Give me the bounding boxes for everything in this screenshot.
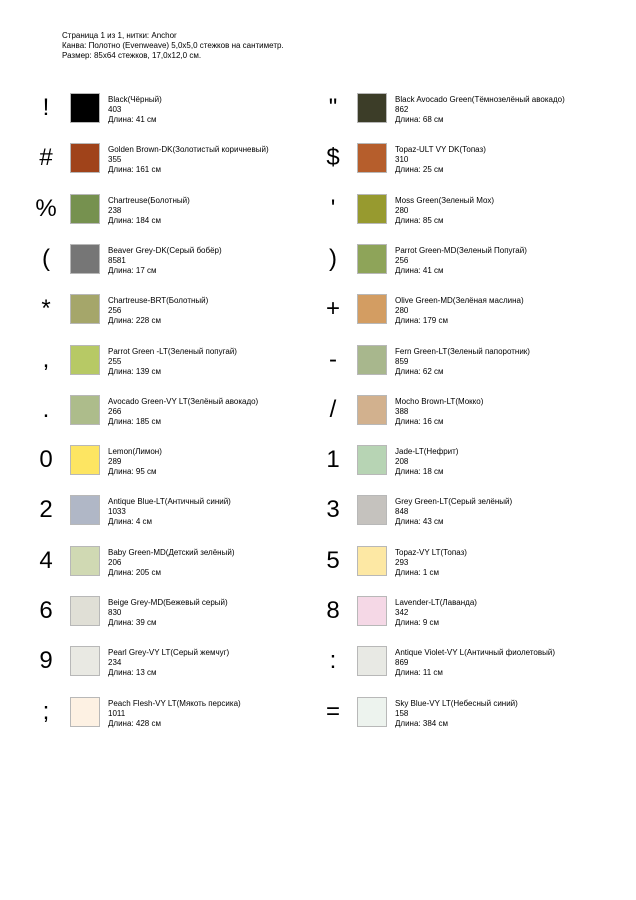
thread-length: Длина: 43 см: [395, 517, 444, 526]
thread-info: [395, 95, 565, 125]
size-info-line: Размер: 85x64 стежков, 17,0x12,0 см.: [62, 51, 202, 60]
thread-length: Длина: 39 см: [108, 618, 157, 627]
thread-length: Длина: 62 см: [395, 367, 444, 376]
thread-name: Mocho Brown-LT(Мокко): [395, 397, 484, 406]
stitch-symbol: -: [329, 346, 337, 373]
color-swatch: [357, 345, 387, 375]
color-swatch: [357, 244, 387, 274]
thread-length: Длина: 25 см: [395, 165, 444, 174]
thread-length: Длина: 16 см: [395, 417, 444, 426]
thread-code: 848: [395, 507, 409, 516]
stitch-symbol: %: [35, 195, 57, 222]
thread-code: 238: [108, 206, 122, 215]
thread-info: [108, 296, 208, 326]
thread-info: [395, 246, 527, 276]
color-swatch: [357, 143, 387, 173]
thread-code: 280: [395, 206, 409, 215]
color-swatch: [70, 143, 100, 173]
thread-length: Длина: 184 см: [108, 216, 161, 225]
thread-info: [108, 447, 162, 477]
stitch-symbol: 5: [326, 547, 340, 574]
thread-code: 388: [395, 407, 409, 416]
thread-length: Длина: 4 см: [108, 517, 153, 526]
thread-length: Длина: 139 см: [108, 367, 161, 376]
thread-code: 234: [108, 658, 122, 667]
thread-name: Black(Чёрный): [108, 95, 162, 104]
thread-info: [395, 447, 458, 477]
thread-length: Длина: 11 см: [395, 668, 443, 677]
thread-info: [395, 548, 467, 578]
thread-code: 289: [108, 457, 122, 466]
thread-name: Beige Grey-MD(Бежевый серый): [108, 598, 228, 607]
color-swatch: [70, 244, 100, 274]
stitch-symbol: ": [328, 94, 338, 121]
thread-info: [108, 699, 241, 729]
thread-code: 310: [395, 155, 409, 164]
stitch-symbol: ': [330, 195, 336, 222]
stitch-symbol: ): [329, 245, 337, 272]
thread-info: [108, 347, 237, 377]
thread-name: Black Avocado Green(Тёмнозелёный авокадо): [395, 95, 565, 104]
thread-name: Parrot Green-MD(Зеленый Попугай): [395, 246, 527, 255]
thread-info: [395, 397, 483, 427]
thread-code: 256: [395, 256, 409, 265]
thread-name: Sky Blue-VY LT(Небесный синий): [395, 699, 518, 708]
thread-info: [108, 648, 229, 678]
thread-length: Длина: 228 см: [108, 316, 161, 325]
thread-length: Длина: 95 см: [108, 467, 157, 476]
thread-info: [108, 397, 258, 427]
stitch-symbol: =: [325, 698, 340, 725]
thread-code: 8581: [108, 256, 126, 265]
thread-code: 862: [395, 105, 409, 114]
thread-code: 342: [395, 608, 409, 617]
stitch-symbol: /: [329, 396, 337, 423]
thread-name: Grey Green-LT(Серый зелёный): [395, 497, 513, 506]
stitch-symbol: !: [42, 94, 50, 121]
thread-name: Moss Green(Зеленый Мох): [395, 196, 495, 205]
thread-code: 266: [108, 407, 122, 416]
color-swatch: [70, 596, 100, 626]
thread-name: Fern Green-LT(Зеленый папоротник): [395, 347, 530, 356]
thread-code: 255: [108, 357, 122, 366]
thread-info: [395, 145, 486, 175]
stitch-symbol: :: [329, 647, 337, 674]
color-swatch: [357, 697, 387, 727]
thread-info: [108, 246, 222, 276]
thread-length: Длина: 384 см: [395, 719, 448, 728]
thread-info: [395, 497, 512, 527]
thread-length: Длина: 161 см: [108, 165, 161, 174]
thread-code: 293: [395, 558, 409, 567]
thread-length: Длина: 1 см: [395, 568, 440, 577]
color-swatch: [70, 646, 100, 676]
color-swatch: [70, 345, 100, 375]
thread-info: [108, 548, 234, 578]
thread-name: Peach Flesh-VY LT(Мякоть персика): [108, 699, 241, 708]
thread-name: Pearl Grey-VY LT(Серый жемчуг): [108, 648, 230, 657]
thread-code: 158: [395, 709, 409, 718]
thread-name: Topaz-VY LT(Топаз): [395, 548, 467, 557]
stitch-symbol: (: [42, 245, 50, 272]
color-swatch: [70, 697, 100, 727]
thread-length: Длина: 185 см: [108, 417, 161, 426]
thread-name: Antique Blue-LT(Античный синий): [108, 497, 231, 506]
stitch-symbol: $: [326, 144, 340, 171]
thread-code: 830: [108, 608, 122, 617]
color-swatch: [70, 294, 100, 324]
stitch-symbol: 3: [326, 496, 340, 523]
stitch-symbol: 8: [326, 597, 340, 624]
thread-code: 206: [108, 558, 122, 567]
thread-name: Jade-LT(Нефрит): [395, 447, 459, 456]
stitch-symbol: 2: [39, 496, 53, 523]
thread-name: Chartreuse(Болотный): [108, 196, 190, 205]
color-swatch: [357, 294, 387, 324]
thread-name: Lavender-LT(Лаванда): [395, 598, 477, 607]
stitch-symbol: 1: [326, 446, 340, 473]
color-swatch: [70, 93, 100, 123]
thread-length: Длина: 205 см: [108, 568, 161, 577]
thread-info: [395, 296, 524, 326]
thread-name: Lemon(Лимон): [108, 447, 162, 456]
thread-info: [108, 497, 231, 527]
thread-info: [108, 145, 269, 175]
stitch-symbol: +: [325, 295, 340, 322]
color-swatch: [70, 546, 100, 576]
thread-length: Длина: 68 см: [395, 115, 444, 124]
thread-name: Beaver Grey-DK(Серый бобёр): [108, 246, 222, 255]
thread-length: Длина: 13 см: [108, 668, 157, 677]
page-info-line: Страница 1 из 1, нитки: Anchor: [62, 31, 177, 40]
color-swatch: [357, 194, 387, 224]
color-swatch: [70, 495, 100, 525]
thread-code: 355: [108, 155, 122, 164]
thread-code: 256: [108, 306, 122, 315]
thread-info: [108, 95, 162, 125]
stitch-symbol: #: [39, 144, 53, 171]
color-swatch: [70, 194, 100, 224]
thread-name: Antique Violet-VY L(Античный фиолетовый): [395, 648, 555, 657]
color-swatch: [357, 546, 387, 576]
thread-code: 403: [108, 105, 122, 114]
thread-length: Длина: 41 см: [108, 115, 157, 124]
thread-code: 1033: [108, 507, 126, 516]
color-swatch: [70, 445, 100, 475]
thread-info: [108, 598, 228, 628]
stitch-symbol: 9: [39, 647, 53, 674]
thread-length: Длина: 17 см: [108, 266, 157, 275]
thread-name: Baby Green-MD(Детский зелёный): [108, 548, 235, 557]
color-swatch: [70, 395, 100, 425]
thread-name: Avocado Green-VY LT(Зелёный авокадо): [108, 397, 259, 406]
color-swatch: [357, 646, 387, 676]
thread-name: Topaz-ULT VY DK(Топаз): [395, 145, 486, 154]
thread-name: Golden Brown-DK(Золотистый коричневый): [108, 145, 269, 154]
thread-info: [395, 598, 477, 628]
color-swatch: [357, 93, 387, 123]
thread-info: [395, 196, 494, 226]
thread-length: Длина: 18 см: [395, 467, 444, 476]
thread-code: 208: [395, 457, 409, 466]
thread-length: Длина: 428 см: [108, 719, 161, 728]
thread-length: Длина: 9 см: [395, 618, 440, 627]
color-swatch: [357, 495, 387, 525]
stitch-symbol: 4: [39, 547, 53, 574]
canvas-info-line: Канва: Полотно (Evenweave) 5,0x5,0 стежков на сантиметр.: [62, 41, 284, 50]
stitch-symbol: 0: [39, 446, 53, 473]
thread-length: Длина: 179 см: [395, 316, 448, 325]
thread-name: Parrot Green -LT(Зеленый попугай): [108, 347, 237, 356]
stitch-symbol: 6: [39, 597, 53, 624]
color-swatch: [357, 395, 387, 425]
thread-code: 280: [395, 306, 409, 315]
thread-info: [395, 699, 518, 729]
thread-code: 1011: [108, 709, 126, 718]
thread-length: Длина: 85 см: [395, 216, 444, 225]
thread-info: [108, 196, 190, 226]
stitch-symbol: ,: [42, 346, 50, 373]
thread-length: Длина: 41 см: [395, 266, 444, 275]
thread-info: [395, 648, 555, 678]
stitch-symbol: *: [41, 295, 51, 322]
stitch-symbol: .: [42, 396, 50, 423]
stitch-symbol: ;: [42, 698, 50, 725]
thread-code: 869: [395, 658, 409, 667]
color-swatch: [357, 596, 387, 626]
thread-info: [395, 347, 530, 377]
thread-name: Chartreuse-BRT(Болотный): [108, 296, 209, 305]
thread-name: Olive Green-MD(Зелёная маслина): [395, 296, 524, 305]
thread-code: 859: [395, 357, 409, 366]
color-swatch: [357, 445, 387, 475]
